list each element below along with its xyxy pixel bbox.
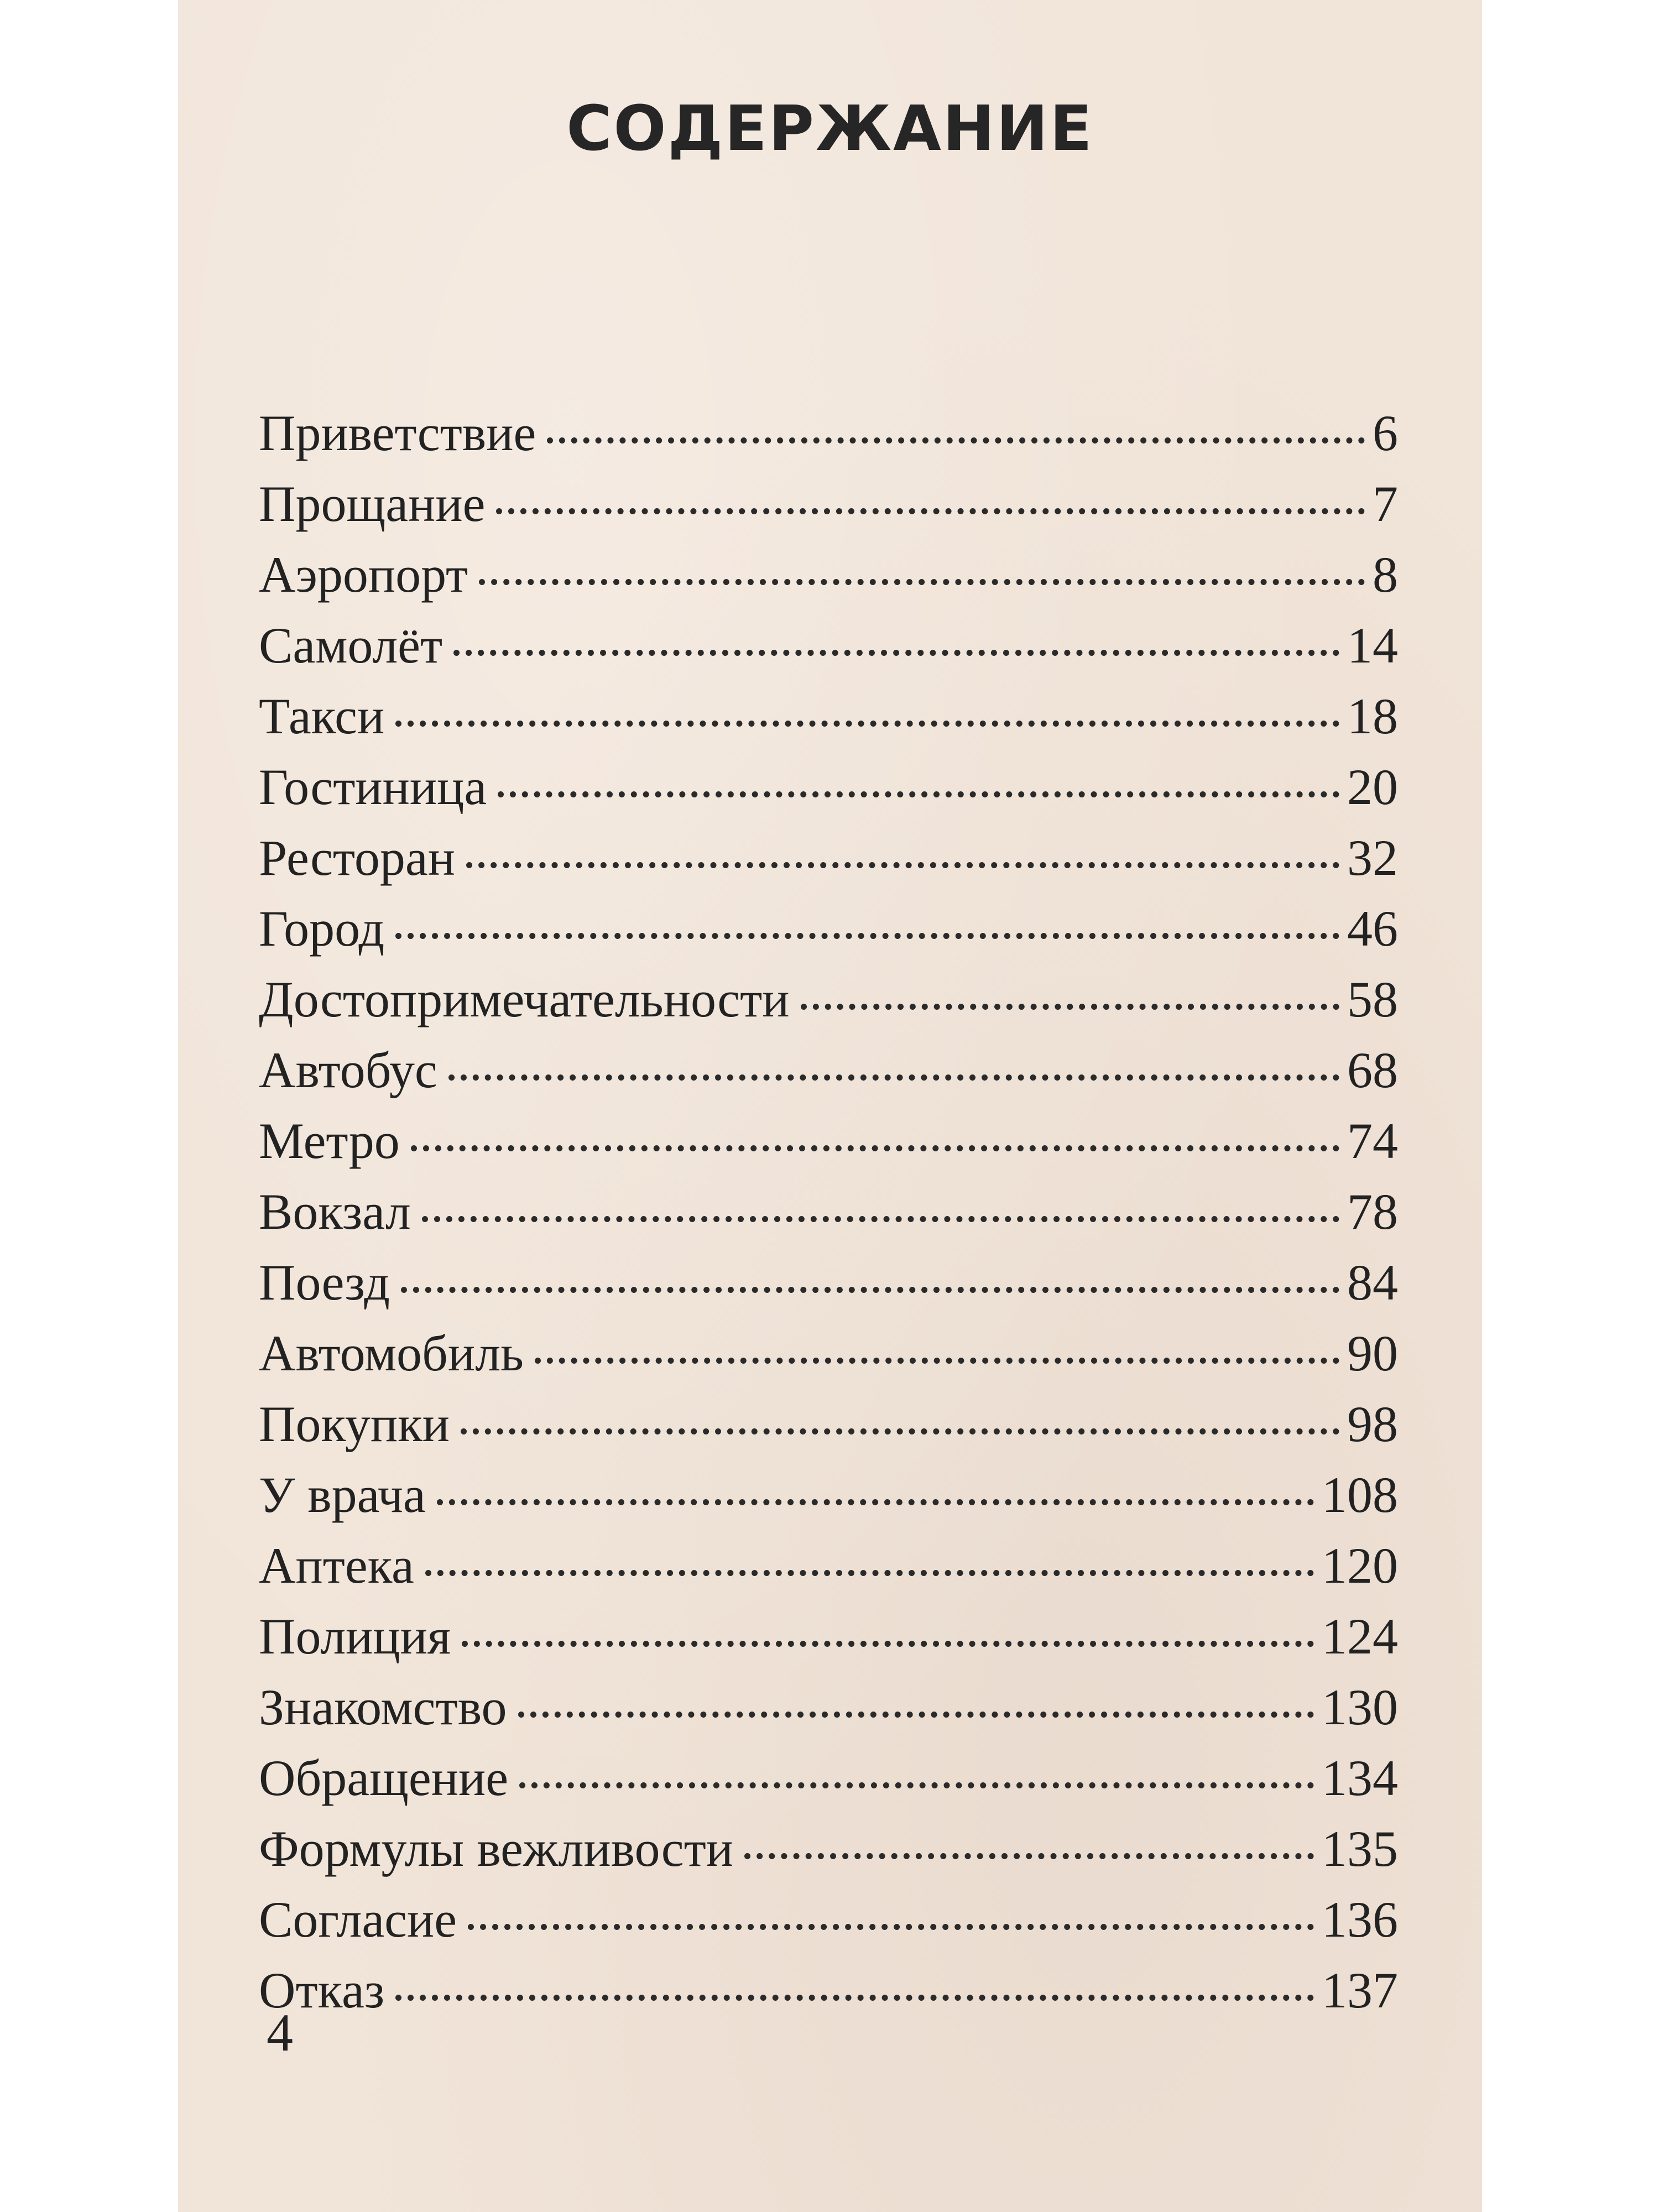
toc-entry-title: Обращение bbox=[259, 1750, 509, 1806]
toc-entry-page: 137 bbox=[1322, 1962, 1398, 2018]
toc-entry-page: 68 bbox=[1347, 1042, 1398, 1098]
toc-entry-title: Достопримечательности bbox=[259, 971, 790, 1027]
toc-entry-page: 58 bbox=[1347, 971, 1398, 1027]
toc-entry-title: Приветствие bbox=[259, 405, 536, 461]
toc-entry bbox=[259, 1819, 1398, 1890]
toc-entry bbox=[259, 1536, 1398, 1607]
toc-entry-page: 78 bbox=[1347, 1183, 1398, 1240]
dot-leader bbox=[448, 1074, 1339, 1081]
toc-entry-page: 20 bbox=[1347, 759, 1398, 815]
dot-leader bbox=[422, 1216, 1339, 1222]
toc-entry-page: 90 bbox=[1347, 1325, 1398, 1381]
dot-leader bbox=[519, 1782, 1314, 1788]
toc-entry-title: Аптека bbox=[259, 1537, 414, 1594]
toc-entry-page: 18 bbox=[1347, 688, 1398, 744]
toc-entry-page: 135 bbox=[1322, 1820, 1398, 1877]
dot-leader bbox=[453, 650, 1339, 656]
toc-entry-page: 120 bbox=[1322, 1537, 1398, 1594]
dot-leader bbox=[466, 862, 1339, 868]
dot-leader bbox=[395, 1995, 1314, 2001]
dot-leader bbox=[401, 1287, 1339, 1293]
toc-entry-title: Автомобиль bbox=[259, 1325, 524, 1381]
toc-entry-title: Полиция bbox=[259, 1608, 451, 1665]
toc-entry-page: 14 bbox=[1347, 617, 1398, 674]
toc-entry-page: 108 bbox=[1322, 1467, 1398, 1523]
toc-entry bbox=[259, 758, 1398, 828]
toc-entry bbox=[259, 1961, 1398, 2032]
dot-leader bbox=[395, 721, 1339, 727]
dot-leader bbox=[411, 1145, 1339, 1151]
dot-leader bbox=[801, 1004, 1339, 1010]
dot-leader bbox=[437, 1499, 1314, 1505]
toc-entry bbox=[259, 1112, 1398, 1182]
toc-entry bbox=[259, 474, 1398, 545]
toc-entry-title: Формулы вежливости bbox=[259, 1820, 734, 1877]
toc-entry bbox=[259, 616, 1398, 687]
toc-entry bbox=[259, 1324, 1398, 1395]
toc-entry bbox=[259, 1465, 1398, 1536]
toc-entry bbox=[259, 1395, 1398, 1465]
toc-entry-title: Согласие bbox=[259, 1891, 457, 1948]
toc-entry bbox=[259, 1182, 1398, 1253]
toc-entry bbox=[259, 545, 1398, 616]
toc-entry bbox=[259, 1890, 1398, 1961]
toc-entry bbox=[259, 1607, 1398, 1678]
toc-entry bbox=[259, 1041, 1398, 1112]
dot-leader bbox=[479, 579, 1365, 585]
toc-entry bbox=[259, 970, 1398, 1041]
toc-entry-page: 134 bbox=[1322, 1750, 1398, 1806]
toc-entry-title: Знакомство bbox=[259, 1679, 507, 1735]
toc-entry bbox=[259, 404, 1398, 474]
dot-leader bbox=[744, 1853, 1314, 1859]
toc-entry-title: У врача bbox=[259, 1467, 426, 1523]
toc-entry-title: Отказ bbox=[259, 1962, 385, 2018]
toc-entry-title: Прощание bbox=[259, 476, 486, 532]
toc-entry-page: 136 bbox=[1322, 1891, 1398, 1948]
toc-entry-page: 74 bbox=[1347, 1113, 1398, 1169]
page-title: СОДЕРЖАНИЕ bbox=[566, 93, 1094, 165]
toc-entry-title: Аэропорт bbox=[259, 546, 468, 603]
toc-entry bbox=[259, 1678, 1398, 1749]
toc-entry-page: 6 bbox=[1373, 405, 1398, 461]
toc-entry-title: Самолёт bbox=[259, 617, 443, 674]
toc-entry-page: 130 bbox=[1322, 1679, 1398, 1735]
dot-leader bbox=[462, 1641, 1314, 1647]
toc-entry bbox=[259, 1253, 1398, 1324]
dot-leader bbox=[461, 1428, 1339, 1434]
toc-entry bbox=[259, 1749, 1398, 1819]
book-page bbox=[178, 0, 1482, 2212]
dot-leader bbox=[425, 1570, 1314, 1576]
toc-entry bbox=[259, 828, 1398, 899]
toc-entry-title: Ресторан bbox=[259, 830, 455, 886]
toc-entry-page: 46 bbox=[1347, 900, 1398, 957]
toc-entry-page: 8 bbox=[1373, 546, 1398, 603]
dot-leader bbox=[468, 1924, 1314, 1930]
toc-entry bbox=[259, 687, 1398, 758]
dot-leader bbox=[496, 508, 1365, 514]
toc-entry-title: Такси bbox=[259, 688, 385, 744]
dot-leader bbox=[518, 1712, 1314, 1718]
table-of-contents bbox=[259, 404, 1398, 2032]
toc-entry-page: 7 bbox=[1373, 476, 1398, 532]
toc-entry-title: Метро bbox=[259, 1113, 400, 1169]
toc-entry-title: Вокзал bbox=[259, 1183, 411, 1240]
toc-entry-title: Гостиница bbox=[259, 759, 487, 815]
toc-entry-title: Автобус bbox=[259, 1042, 437, 1098]
toc-entry-page: 84 bbox=[1347, 1254, 1398, 1311]
toc-entry-page: 124 bbox=[1322, 1608, 1398, 1665]
toc-entry bbox=[259, 899, 1398, 970]
dot-leader bbox=[535, 1358, 1339, 1364]
toc-entry-title: Город bbox=[259, 900, 385, 957]
toc-entry-page: 98 bbox=[1347, 1396, 1398, 1452]
dot-leader bbox=[498, 791, 1339, 797]
toc-entry-page: 32 bbox=[1347, 830, 1398, 886]
toc-entry-title: Покупки bbox=[259, 1396, 450, 1452]
page-number: 4 bbox=[267, 2003, 293, 2062]
dot-leader bbox=[395, 933, 1339, 939]
toc-entry-title: Поезд bbox=[259, 1254, 390, 1311]
dot-leader bbox=[547, 437, 1365, 444]
